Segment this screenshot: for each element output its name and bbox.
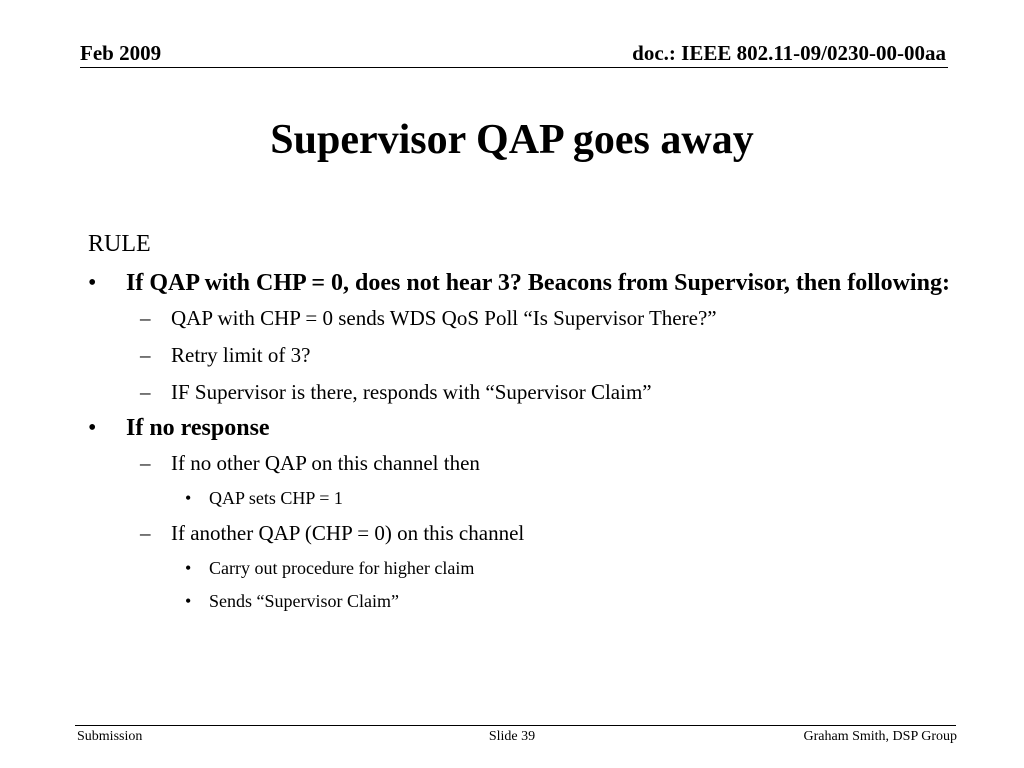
- bullet-1-sub-3: [88, 374, 958, 411]
- dash-marker: –: [140, 380, 151, 404]
- bullet-2-sub-2-item-2: [88, 585, 958, 618]
- bullet-2-sub-1: [88, 445, 958, 482]
- bullet-marker: •: [185, 558, 192, 578]
- footer-author: Graham Smith, DSP Group: [803, 729, 957, 744]
- bullet-marker: •: [88, 270, 97, 296]
- slide-title: Supervisor QAP goes away: [270, 117, 754, 163]
- bullet-2-sub-2: [88, 515, 958, 552]
- bullet-1-sub-3-text: IF Supervisor is there, responds with “Supervisor Claim”: [171, 380, 652, 404]
- rule-heading: RULE: [88, 231, 151, 257]
- bullet-2-sub-1-item-1-text: QAP sets CHP = 1: [209, 488, 343, 508]
- bullet-1-sub-1-text: QAP with CHP = 0 sends WDS QoS Poll “Is Supervisor There?”: [171, 306, 717, 330]
- bullet-1-sub-1: [88, 300, 958, 337]
- bullet-marker: •: [185, 591, 192, 611]
- bullet-2-sub-2-item-1: [88, 552, 958, 585]
- bullet-marker: •: [185, 488, 192, 508]
- footer-slide-number: Slide 39: [488, 729, 536, 744]
- header-doc-id: doc.: IEEE 802.11-09/0230-00-00aa: [632, 41, 946, 65]
- bullet-2-sub-1-item-1: [88, 482, 958, 515]
- bullet-2-text: If no response: [126, 415, 270, 441]
- dash-marker: –: [140, 521, 151, 545]
- bullet-2: [88, 411, 958, 445]
- bullet-marker: •: [88, 415, 97, 441]
- dash-marker: –: [140, 451, 151, 475]
- dash-marker: –: [140, 343, 151, 367]
- slide-body: [88, 228, 958, 618]
- header-divider: [80, 67, 948, 68]
- bullet-1-sub-2-text: Retry limit of 3?: [171, 343, 311, 367]
- bullet-1-sub-2: [88, 337, 958, 374]
- bullet-1-text: If QAP with CHP = 0, does not hear 3? Beacons from Supervisor, then following:: [126, 270, 950, 296]
- bullet-2-sub-1-text: If no other QAP on this channel then: [171, 451, 480, 475]
- footer-divider: [75, 725, 956, 726]
- bullet-1: [88, 266, 958, 300]
- bullet-2-sub-2-item-1-text: Carry out procedure for higher claim: [209, 558, 475, 578]
- bullet-2-sub-2-text: If another QAP (CHP = 0) on this channel: [171, 521, 525, 545]
- footer-submission: Submission: [77, 729, 143, 744]
- header-date: Feb 2009: [80, 41, 162, 65]
- bullet-2-sub-2-item-2-text: Sends “Supervisor Claim”: [209, 591, 399, 611]
- dash-marker: –: [140, 306, 151, 330]
